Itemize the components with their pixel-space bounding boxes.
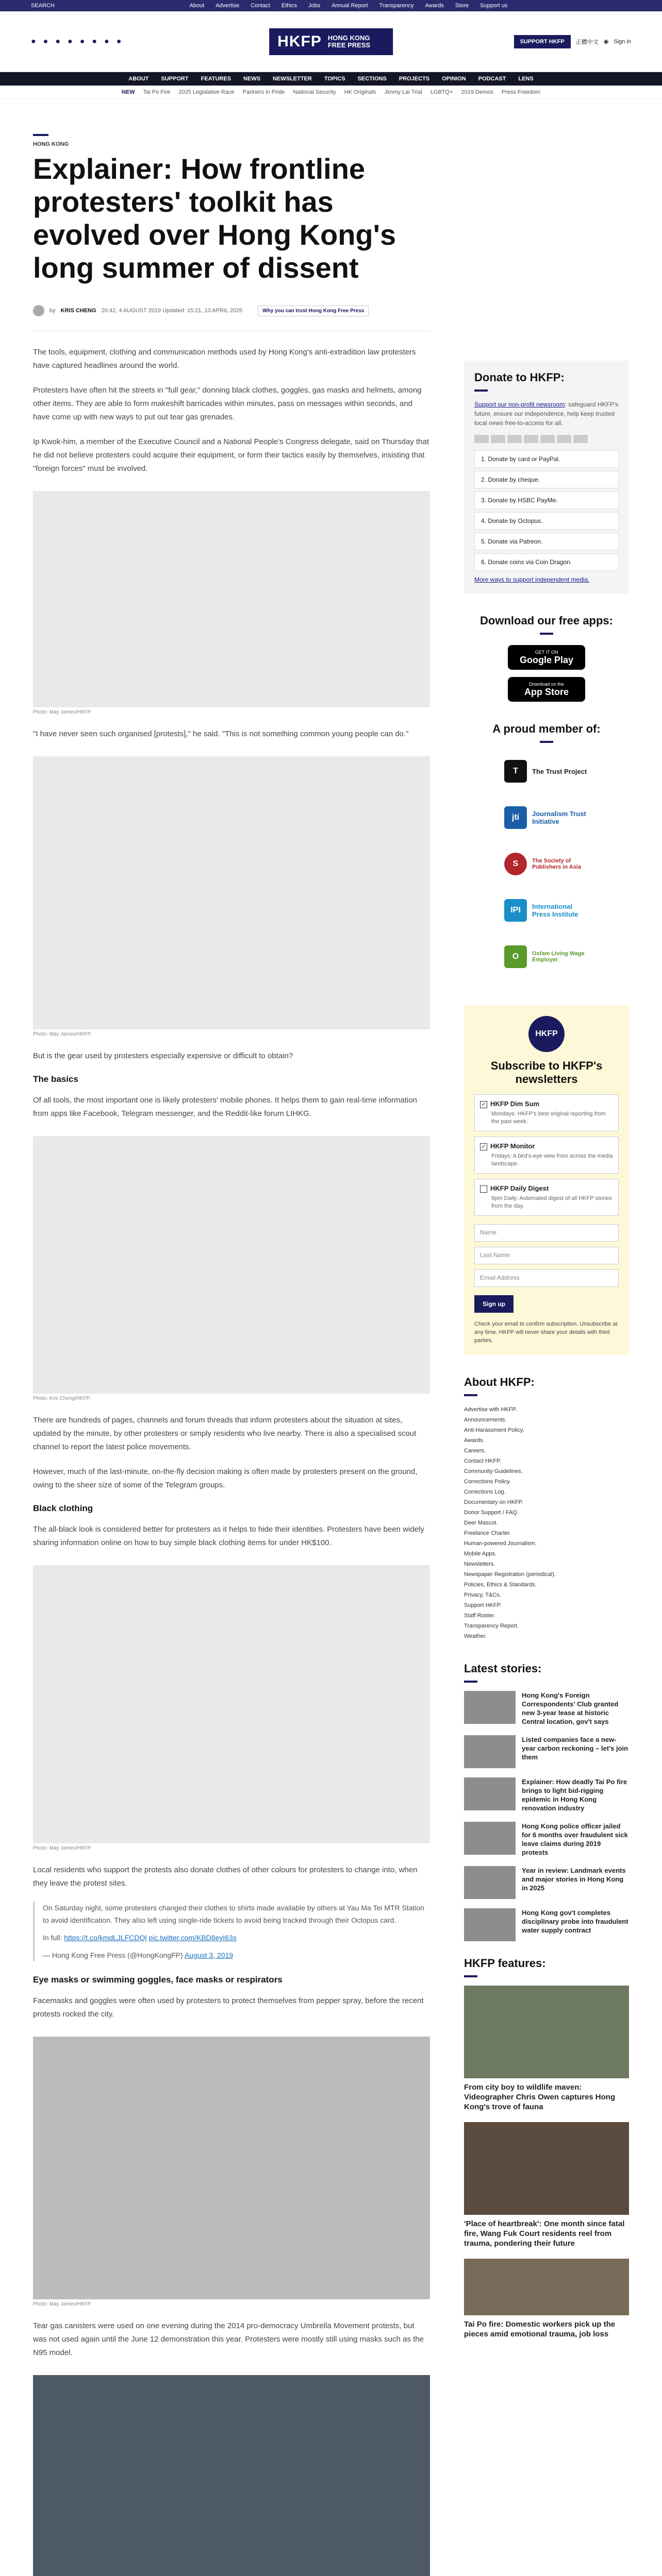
about-link[interactable]: Corrections Log. [464, 1489, 506, 1496]
about-link[interactable]: Freelance Charter. [464, 1530, 511, 1537]
signin-link[interactable]: Sign in [614, 38, 631, 45]
title-bar [464, 1394, 477, 1396]
photo-credit: Photo: May James/HKFP. [33, 709, 92, 715]
trending-label: NEW [122, 89, 135, 95]
donate-title: Donate to HKFP: [474, 371, 565, 384]
card-icon [540, 435, 555, 443]
paragraph: Of all tools, the most important one is likely protesters' mobile phones. It helps them to gain real-time information from apps like Facebook, Telegram messenger, and the Reddit-like forum LIHKG. [33, 1096, 417, 1118]
nav-item[interactable]: OPINION [442, 76, 466, 82]
newsletter-option[interactable] [474, 1094, 619, 1131]
nav-item[interactable]: TOPICS [324, 76, 345, 82]
trending-item[interactable]: National Security [293, 89, 336, 95]
topbar-link[interactable]: Awards [425, 3, 444, 9]
tweet-links [43, 1931, 430, 1944]
newsletter-option[interactable] [474, 1137, 619, 1174]
trending-item[interactable]: 2019 Demos [461, 89, 493, 95]
members-title: A proud member of: [492, 722, 601, 735]
article-photo [33, 2037, 430, 2299]
donate-option[interactable]: 6. Donate coins via Coin Dragon. [474, 553, 619, 571]
tweet-by: — Hong Kong Free Press (@HongKongFP) [43, 1951, 183, 1959]
sopa-icon: S [504, 853, 527, 875]
author-name[interactable]: KRIS CHENG [60, 308, 96, 314]
card-icon [524, 435, 538, 443]
title-bar [464, 1975, 477, 1977]
article-title: Explainer: How frontline protesters' toolkit has evolved over Hong Kong's long summer of dissent [33, 152, 396, 284]
telegram-icon[interactable]: ● [104, 37, 109, 46]
signup-button[interactable]: Sign up [474, 1295, 514, 1313]
story-item[interactable] [464, 1908, 629, 1941]
newsletter-name: HKFP Monitor [490, 1142, 535, 1150]
category-bar [33, 134, 48, 136]
story-title: Listed companies face a new-year carbon reckoning – let's join them [522, 1736, 628, 1761]
feature-image[interactable] [464, 1986, 629, 2078]
support-button[interactable]: SUPPORT HKFP [514, 35, 571, 48]
section-heading: Eye masks or swimming goggles, face masks or respirators [33, 1975, 283, 1985]
section-heading: Black clothing [33, 1503, 93, 1513]
about-link[interactable]: Mobile Apps. [464, 1551, 496, 1557]
nav-item[interactable]: PODCAST [478, 76, 506, 82]
jti-icon: jti [504, 806, 527, 829]
top-utility-bar [0, 0, 662, 11]
story-thumb [464, 1822, 516, 1855]
title-bar [540, 633, 553, 635]
apple-label: App Store [524, 686, 569, 697]
trending-item[interactable]: 2025 Legislative Race [178, 89, 235, 95]
paragraph: Facemasks and goggles were often used by protesters to protect themselves from pepper spray, before the recent protests rocked the city. [33, 1996, 424, 2019]
features-title: HKFP features: [464, 1957, 546, 1970]
more-ways-link[interactable]: More ways to support independent media. [474, 576, 590, 583]
tweet-pic-link[interactable]: pic.twitter.com/KBD8eyI63s [148, 1934, 237, 1942]
trending-item[interactable]: Tai Po Fire [143, 89, 171, 95]
about-link[interactable]: Documentary on HKFP. [464, 1499, 523, 1506]
article-dates: 20:42, 4 AUGUST 2019 Updated: 15:21, 13 APRIL 2025 [101, 308, 243, 314]
newsletter-name: HKFP Dim Sum [490, 1100, 540, 1108]
story-title: Hong Kong gov't completes disciplinary probe into fraudulent water supply contract [522, 1909, 628, 1935]
story-title: Explainer: How deadly Tai Po fire brings to light bid-rigging epidemic in Hong Kong renovation industry [522, 1778, 627, 1812]
donate-intro-text: : safeguard HKFP's future, ensure our independence, help keep trusted local news free-to-access for all. [474, 401, 619, 427]
paragraph: Ip Kwok-him, a member of the Executive Council and a National People's Congress delegate, said on Thursday that he did not believe protesters could acquire their equipment, or form their tactics easily by themselves, insisting that "foreign forces" must be involved. [33, 437, 429, 473]
paragraph: The tools, equipment, clothing and communication methods used by Hong Kong's anti-extradition law protesters have captured headlines around the world. [33, 348, 416, 370]
tweet-in-full: In full: [43, 1934, 62, 1942]
title-bar [540, 741, 553, 743]
about-link[interactable]: Corrections Policy. [464, 1479, 511, 1485]
email-input[interactable]: Email Address [474, 1269, 619, 1287]
about-link[interactable]: Advertise with HKFP. [464, 1406, 517, 1413]
newsletter-desc: Mondays: HKFP's best original reporting from the past week. [491, 1111, 606, 1125]
google-play-badge[interactable] [508, 645, 585, 670]
article-meta [33, 305, 430, 316]
trending-item[interactable]: Jimmy Lai Trial [384, 89, 422, 95]
card-icon [557, 435, 571, 443]
byline-label: by [49, 308, 56, 314]
member-ipi[interactable] [464, 887, 629, 934]
tweet-text: On Saturday night, some protesters changed their clothes to shirts made available by others at Yau Ma Tei MTR Station to avoid identification. They also left using single-ride tickets to avoid being tracked through their Octopus card. [43, 1904, 425, 1924]
about-link[interactable]: Weather. [464, 1633, 487, 1640]
trending-item[interactable]: Press Freedom [501, 89, 540, 95]
title-bar [464, 1681, 477, 1683]
site-logo[interactable] [269, 28, 393, 55]
card-icon [573, 435, 588, 443]
about-link[interactable]: Privacy, T&Cs. [464, 1592, 501, 1599]
feature-title[interactable]: From city boy to wildlife maven: Videographer Chris Owen captures Hong Kong's trove of fauna [464, 2083, 616, 2112]
story-item[interactable] [464, 1866, 629, 1899]
about-link[interactable]: Newspaper Registration (periodical). [464, 1571, 556, 1578]
article [33, 124, 430, 2576]
topbar-link[interactable]: Advertise [216, 3, 240, 9]
tweet-date-link[interactable]: August 3, 2019 [184, 1951, 234, 1959]
nav-item[interactable]: PROJECTS [399, 76, 430, 82]
member-name: Oxfam Living Wage Employer [532, 951, 585, 963]
language-link[interactable]: 正體中文 [575, 39, 599, 45]
about-link[interactable]: Donor Support / FAQ. [464, 1510, 519, 1516]
feature-image[interactable] [464, 2122, 629, 2215]
trending-item[interactable]: HK Originals [344, 89, 376, 95]
photo-credit: Photo: Kris Cheng/HKFP. [33, 1396, 91, 1401]
photo-credit: Photo: May James/HKFP. [33, 1845, 92, 1851]
header-actions [514, 35, 631, 48]
article-photo [33, 1565, 430, 1843]
about-link[interactable]: Support HKFP. [464, 1602, 502, 1609]
signup-row [474, 1292, 619, 1320]
about-link[interactable]: Newsletters. [464, 1561, 495, 1568]
apps-section [464, 614, 629, 702]
latest-section [464, 1662, 629, 1941]
member-name: Journalism Trust Initiative [532, 810, 586, 825]
last-name-input[interactable]: Last Name [474, 1247, 619, 1264]
article-photo [33, 2375, 430, 2576]
youtube-icon[interactable]: ● [68, 37, 73, 46]
about-link[interactable]: Staff Roster. [464, 1613, 495, 1619]
story-title: Hong Kong police officer jailed for 6 months over fraudulent sick leave claims during 2019 protests [522, 1822, 628, 1857]
title-bar [474, 389, 488, 392]
paragraph: But is the gear used by protesters especially expensive or difficult to obtain? [33, 1052, 293, 1060]
checkbox[interactable] [480, 1185, 487, 1193]
donate-option[interactable]: 5. Donate via Patreon. [474, 533, 619, 550]
paragraph: There are hundreds of pages, channels and forum threads that inform protesters about the situation at sites, updated by the minute, by other protesters or simply residents who live nearby. There is also a specialised scout channel to report the latest police movements. [33, 1416, 417, 1451]
features-section [464, 1957, 629, 2339]
topbar-link[interactable]: Store [455, 3, 469, 9]
newsletter-option[interactable] [474, 1179, 619, 1216]
story-thumb [464, 1691, 516, 1724]
photo-credit: Photo: May James/HKFP. [33, 2301, 92, 2307]
newsletter-desc: Fridays: A bird's-eye view from across the media landscape. [491, 1153, 613, 1167]
trending-item[interactable]: Partners in Pride [242, 89, 285, 95]
nav-item[interactable]: LENS [518, 76, 534, 82]
about-link[interactable]: Awards. [464, 1437, 485, 1444]
topbar-link[interactable]: Jobs [308, 3, 321, 9]
story-thumb [464, 1777, 516, 1810]
newsletter-logo: HKFP [528, 1016, 565, 1052]
donate-intro [474, 400, 619, 428]
story-thumb [464, 1908, 516, 1941]
story-title: Hong Kong's Foreign Correspondents' Club granted new 3-year lease at historic Central location, gov't says [522, 1691, 619, 1726]
card-icon [491, 435, 505, 443]
nav-item[interactable]: ABOUT [128, 76, 149, 82]
paragraph: Local residents who support the protests also donate clothes of other colours for protesters to change into, when they leave the protest sites. [33, 1866, 418, 1888]
twitter-icon[interactable]: ● [43, 37, 48, 46]
story-item[interactable] [464, 1822, 629, 1857]
author-avatar [33, 305, 44, 316]
about-link[interactable]: Transparency Report. [464, 1623, 519, 1630]
members-section [464, 722, 629, 980]
photo-credit: Photo: May James/HKFP. [33, 1031, 92, 1037]
newsletter-desc: 9pm Daily: Automated digest of all HKFP stories from the day. [491, 1195, 612, 1210]
about-link[interactable]: Policies, Ethics & Standards. [464, 1582, 537, 1588]
main-nav [0, 72, 662, 86]
rss-icon[interactable]: ● [116, 37, 122, 46]
member-name: International Press Institute [532, 903, 578, 918]
topbar-link[interactable]: Support us [480, 3, 508, 9]
newsletter-name: HKFP Daily Digest [490, 1184, 549, 1193]
about-section [464, 1376, 629, 1641]
paragraph: Protesters have often hit the streets in "full gear," donning black clothes, goggles, gas masks and helmets, among other items. They are able to form makeshift barricades within minutes, pass on messages within seconds, and have come up with new ways to put out tear gas grenades. [33, 386, 422, 421]
nav-item[interactable]: SECTIONS [357, 76, 387, 82]
paragraph: Tear gas canisters were used on one evening during the 2014 pro-democracy Umbrella Movement protests, but was not used again until the June 12 demonstration this year. Protesters were mostly still using masks such as the N95 model. [33, 2321, 424, 2357]
tweet-author [43, 1949, 430, 1961]
card-icon [507, 435, 522, 443]
donate-box [464, 361, 629, 594]
member-trust-project[interactable] [464, 748, 629, 794]
oxfam-icon: O [504, 945, 527, 968]
story-item[interactable] [464, 1691, 629, 1726]
embedded-tweet [33, 1902, 430, 1961]
trending-item[interactable]: LGBTQ+ [430, 89, 453, 95]
member-sopa[interactable] [464, 841, 629, 887]
trust-project-icon: T [504, 760, 527, 783]
donate-option[interactable]: 1. Donate by card or PayPal. [474, 450, 619, 468]
paragraph: "I have never seen such organised [protests]," he said. "This is not something common young people can do." [33, 730, 409, 738]
feature-image[interactable] [464, 2259, 629, 2315]
logo-mark: HKFP [277, 32, 322, 50]
donate-option[interactable]: 3. Donate by HSBC PayMe. [474, 492, 619, 509]
apple-small: Download on the [529, 681, 564, 687]
story-thumb [464, 1866, 516, 1899]
trending-bar [0, 86, 662, 99]
topbar-link[interactable]: Contact [251, 3, 270, 9]
nav-item[interactable]: SUPPORT [161, 76, 189, 82]
article-category[interactable]: HONG KONG [33, 141, 69, 147]
about-link[interactable]: Contact HKFP. [464, 1458, 501, 1465]
instagram-icon[interactable]: ● [55, 37, 61, 46]
payment-cards [474, 435, 619, 443]
about-link[interactable]: Careers. [464, 1448, 486, 1454]
paragraph: However, much of the last-minute, on-the-fly decision making is often made by protesters present on the ground, owing to the sheer size of some of the Telegram groups. [33, 1467, 418, 1489]
article-photo [33, 491, 430, 707]
linkedin-icon[interactable]: ● [79, 37, 85, 46]
about-link[interactable]: Anti-Harassment Policy. [464, 1427, 524, 1434]
member-name: The Trust Project [532, 767, 587, 775]
social-icons [31, 37, 121, 46]
member-jti[interactable] [464, 794, 629, 841]
gplay-small: GET IT ON [535, 649, 558, 655]
newsletter-box [464, 1006, 629, 1355]
story-thumb [464, 1735, 516, 1768]
nav-item[interactable]: NEWS [243, 76, 261, 82]
latest-title: Latest stories: [464, 1662, 542, 1675]
about-list [464, 1404, 629, 1641]
paragraph: The all-black look is considered better for protesters as it helps to hide their identities. Protesters have been widely sharing information online on how to buy simple black clothing items for under HK$100. [33, 1525, 424, 1547]
story-item[interactable] [464, 1735, 629, 1768]
checkbox[interactable]: ✓ [480, 1101, 487, 1108]
checkbox[interactable]: ✓ [480, 1143, 487, 1150]
gplay-label: Google Play [519, 654, 574, 665]
donate-intro-link[interactable]: Support our non-profit newsroom [474, 401, 565, 408]
member-name: The Society of Publishers in Asia [532, 858, 581, 870]
facebook-icon[interactable]: ● [31, 37, 36, 46]
story-title: Year in review: Landmark events and major stories in Hong Kong in 2025 [522, 1867, 626, 1892]
about-title: About HKFP: [464, 1376, 535, 1389]
search-link[interactable]: SEARCH [31, 3, 55, 9]
mail-icon[interactable]: ● [92, 37, 97, 46]
section-heading: The basics [33, 1074, 78, 1084]
donate-option[interactable]: 2. Donate by cheque. [474, 471, 619, 488]
topbar-link[interactable]: Annual Report [332, 3, 368, 9]
logo-name: HONG KONG FREE PRESS [327, 33, 371, 49]
trust-link[interactable]: Why you can trust Hong Kong Free Press [258, 306, 369, 316]
about-link[interactable]: Community Guidelines. [464, 1468, 523, 1475]
sidebar [464, 361, 629, 2349]
article-photo [33, 756, 430, 1029]
user-icon[interactable]: ◉ [603, 39, 609, 45]
about-link[interactable]: Deer Mascot. [464, 1520, 498, 1527]
newsletter-title: Subscribe to HKFP's newsletters [490, 1059, 603, 1086]
donate-option[interactable]: 4. Donate by Octopus. [474, 512, 619, 530]
apps-title: Download our free apps: [480, 614, 613, 627]
topbar-link[interactable]: Transparency [379, 3, 414, 9]
feature-title[interactable]: Tai Po fire: Domestic workers pick up the pieces amid emotional trauma, job loss [464, 2320, 616, 2339]
name-input[interactable]: Name [474, 1224, 619, 1242]
topbar-link[interactable]: Ethics [282, 3, 297, 9]
about-link[interactable]: Human-powered Journalism. [464, 1540, 537, 1547]
newsletter-note: Check your email to confirm subscription. Unsubscribe at any time. HKFP will never share your details with third parties. [474, 1321, 618, 1344]
member-oxfam[interactable] [464, 934, 629, 980]
tweet-link[interactable]: https://t.co/kmdLJLFCDQl [64, 1934, 147, 1942]
nav-item[interactable]: FEATURES [201, 76, 231, 82]
story-item[interactable] [464, 1777, 629, 1812]
card-icon [474, 435, 489, 443]
article-photo [33, 1136, 430, 1394]
about-link[interactable]: Announcements. [464, 1417, 507, 1423]
site-header [0, 11, 662, 72]
feature-title[interactable]: 'Place of heartbreak': One month since fatal fire, Wang Fuk Court residents reel from trauma, pondering their future [464, 2219, 625, 2248]
app-store-badge[interactable] [508, 677, 585, 702]
topbar-link[interactable]: About [189, 3, 205, 9]
ipi-icon: IPI [504, 899, 527, 922]
nav-item[interactable]: NEWSLETTER [273, 76, 312, 82]
